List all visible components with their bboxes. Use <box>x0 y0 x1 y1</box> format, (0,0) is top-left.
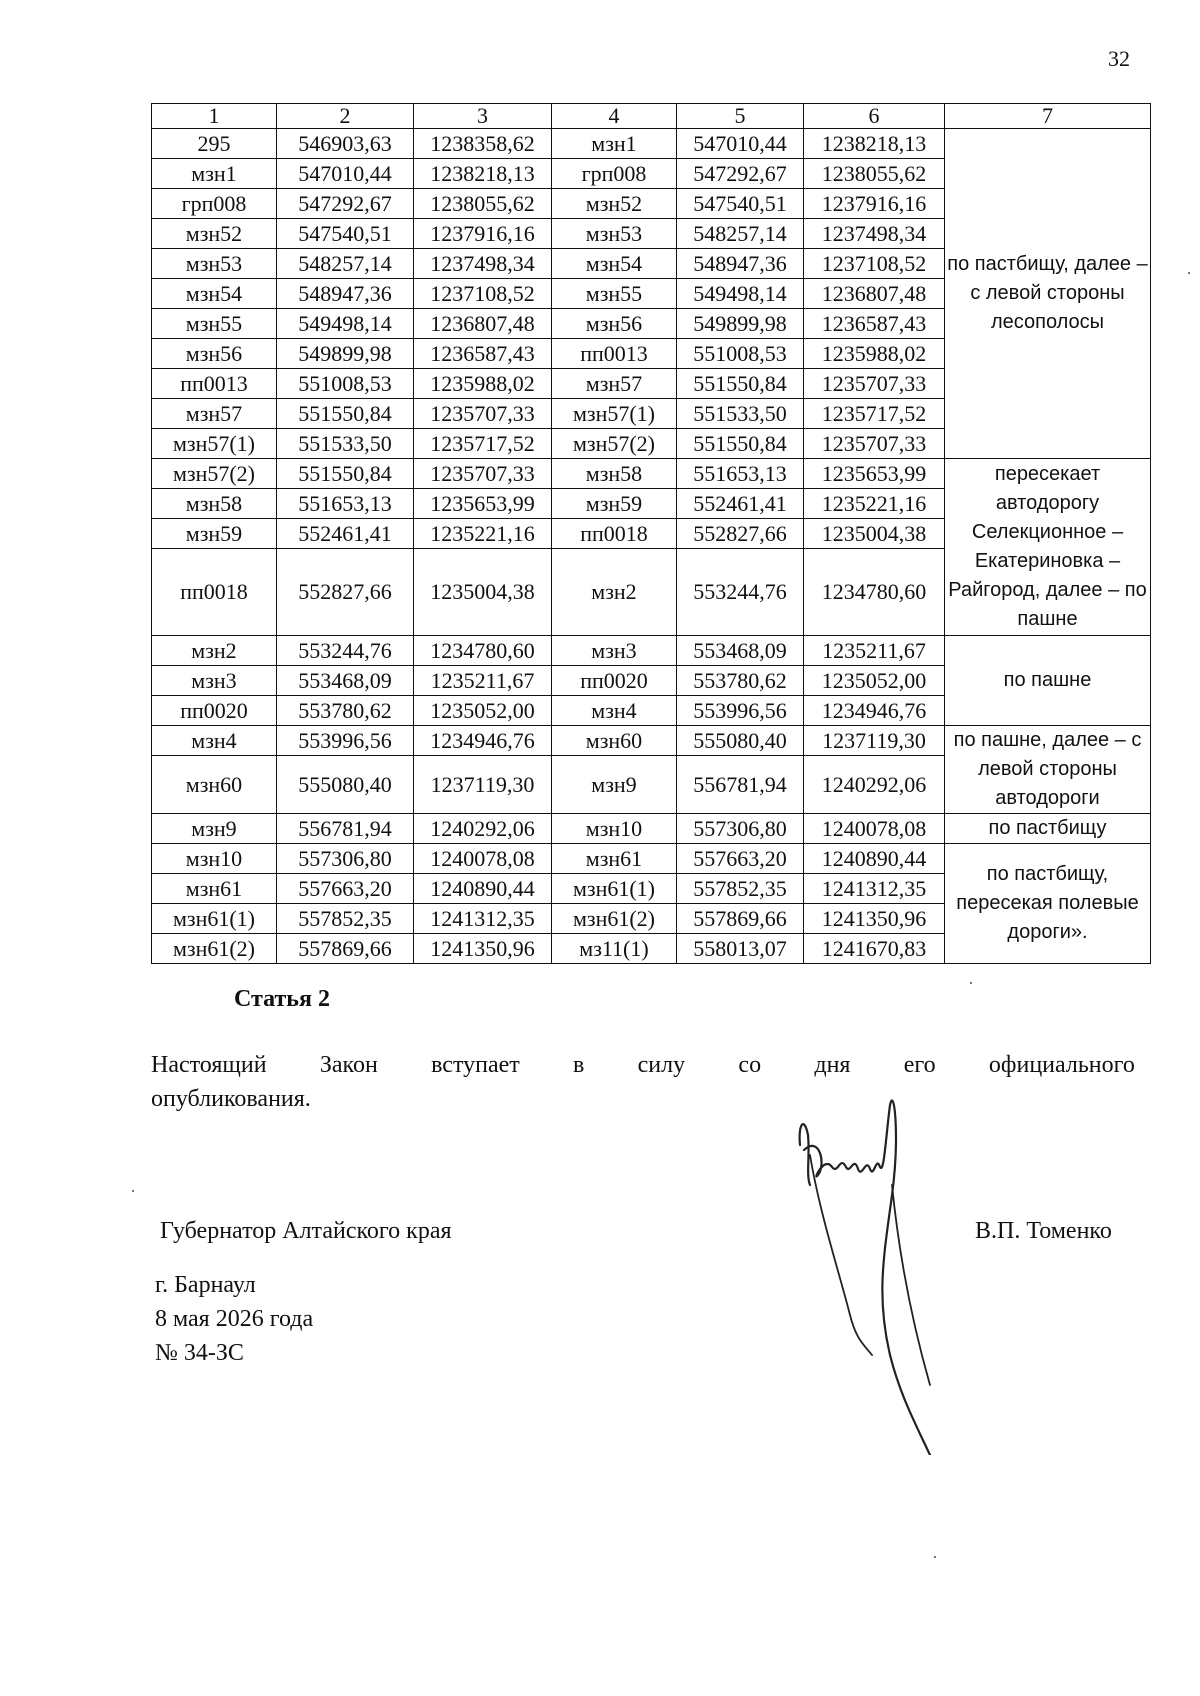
article-word: силу <box>637 1052 686 1078</box>
table-cell: 1235988,02 <box>804 339 945 369</box>
table-cell: мзн60 <box>552 726 677 756</box>
table-row <box>152 844 1151 874</box>
table-cell: 552461,41 <box>677 489 804 519</box>
table-cell: 1240890,44 <box>414 874 552 904</box>
table-cell: 1238358,62 <box>414 129 552 159</box>
table-cell: 548947,36 <box>677 249 804 279</box>
table-cell: мзн4 <box>152 726 277 756</box>
table-cell: 1241350,96 <box>804 904 945 934</box>
table-row <box>152 726 1151 756</box>
table-cell: мзн9 <box>552 756 677 814</box>
scan-speck <box>1188 272 1190 274</box>
table-cell: 547540,51 <box>677 189 804 219</box>
table-cell: мзн4 <box>552 696 677 726</box>
table-cell: 551008,53 <box>677 339 804 369</box>
table-cell: 551550,84 <box>277 459 414 489</box>
table-cell: 551653,13 <box>677 459 804 489</box>
table-cell: 549899,98 <box>277 339 414 369</box>
article-second-line: опубликования. <box>151 1086 311 1112</box>
table-cell: 549498,14 <box>677 279 804 309</box>
article-word: дня <box>814 1052 851 1078</box>
table-cell: 548257,14 <box>277 249 414 279</box>
table-cell: 1237916,16 <box>414 219 552 249</box>
table-cell: 555080,40 <box>677 726 804 756</box>
table-cell: 1235707,33 <box>414 399 552 429</box>
table-cell: мзн59 <box>552 489 677 519</box>
table-cell: 1235717,52 <box>414 429 552 459</box>
route-description-cell: по пашне, далее – с левой стороны автодороги <box>945 726 1151 814</box>
city: г. Барнаул <box>155 1272 256 1298</box>
table-cell: 556781,94 <box>677 756 804 814</box>
table-cell: мзн2 <box>552 549 677 636</box>
article-word: Закон <box>319 1052 378 1078</box>
table-cell: 557869,66 <box>677 904 804 934</box>
table-row <box>152 129 1151 159</box>
table-cell: 1236807,48 <box>804 279 945 309</box>
table-cell: 1237119,30 <box>414 756 552 814</box>
table-cell: 553468,09 <box>677 636 804 666</box>
route-description-cell: пересекает автодорогу Селекционное – Екатериновка – Райгород, далее – по пашне <box>945 459 1151 636</box>
table-cell: 1240078,08 <box>414 844 552 874</box>
route-description-cell: по пастбищу, далее – с левой стороны лесополосы <box>945 129 1151 459</box>
table-cell: 557306,80 <box>677 814 804 844</box>
table-cell: 547540,51 <box>277 219 414 249</box>
article-word: вступает <box>431 1052 520 1078</box>
table-cell: 1240078,08 <box>804 814 945 844</box>
table-cell: 1241350,96 <box>414 934 552 964</box>
table-cell: мзн2 <box>152 636 277 666</box>
table-cell: 552827,66 <box>677 519 804 549</box>
table-cell: 1240890,44 <box>804 844 945 874</box>
table-header-cell: 1 <box>152 104 277 129</box>
table-cell: 1237498,34 <box>414 249 552 279</box>
table-cell: мзн56 <box>152 339 277 369</box>
article-word: со <box>738 1052 762 1078</box>
table-cell: 1241312,35 <box>414 904 552 934</box>
table-cell: 547292,67 <box>677 159 804 189</box>
table-cell: мзн10 <box>552 814 677 844</box>
table-cell: мзн57 <box>552 369 677 399</box>
table-cell: 1235211,67 <box>804 636 945 666</box>
table-cell: 549498,14 <box>277 309 414 339</box>
table-cell: 551533,50 <box>277 429 414 459</box>
table-cell: 1235988,02 <box>414 369 552 399</box>
table-cell: мзн57(1) <box>152 429 277 459</box>
table-cell: 551550,84 <box>677 369 804 399</box>
table-header-cell: 5 <box>677 104 804 129</box>
table-cell: 551533,50 <box>677 399 804 429</box>
table-cell: мзн58 <box>152 489 277 519</box>
table-cell: мзн52 <box>552 189 677 219</box>
table-cell: 553244,76 <box>677 549 804 636</box>
table-cell: 1236587,43 <box>414 339 552 369</box>
table-cell: пп0018 <box>552 519 677 549</box>
table-cell: 551550,84 <box>277 399 414 429</box>
table-cell: мзн58 <box>552 459 677 489</box>
table-cell: 1235004,38 <box>804 519 945 549</box>
table-cell: 1235004,38 <box>414 549 552 636</box>
table-cell: 1235052,00 <box>804 666 945 696</box>
table-cell: 1236807,48 <box>414 309 552 339</box>
table-cell: мзн54 <box>552 249 677 279</box>
table-cell: мзн57(2) <box>552 429 677 459</box>
table-cell: пп0020 <box>552 666 677 696</box>
table-cell: 1237108,52 <box>414 279 552 309</box>
table-cell: мзн56 <box>552 309 677 339</box>
article-body <box>151 1048 1135 1116</box>
route-description-cell: по пастбищу <box>945 814 1151 844</box>
coordinates-table-body <box>152 104 1151 964</box>
article-word: его <box>903 1052 936 1078</box>
law-number: № 34-ЗС <box>155 1340 244 1366</box>
date: 8 мая 2026 года <box>155 1306 314 1332</box>
table-header-cell: 3 <box>414 104 552 129</box>
table-cell: 558013,07 <box>677 934 804 964</box>
table-cell: 1235707,33 <box>414 459 552 489</box>
route-description-cell: по пашне <box>945 636 1151 726</box>
table-cell: мзн57(1) <box>552 399 677 429</box>
article-word: Настоящий <box>151 1052 267 1078</box>
table-cell: 557869,66 <box>277 934 414 964</box>
table-header-cell: 7 <box>945 104 1151 129</box>
table-cell: 557663,20 <box>277 874 414 904</box>
table-header-cell: 6 <box>804 104 945 129</box>
table-cell: 547010,44 <box>277 159 414 189</box>
table-cell: мзн1 <box>152 159 277 189</box>
table-cell: 551008,53 <box>277 369 414 399</box>
table-cell: 1235707,33 <box>804 369 945 399</box>
table-cell: мзн61(1) <box>552 874 677 904</box>
table-cell: 551550,84 <box>677 429 804 459</box>
table-cell: 1235221,16 <box>804 489 945 519</box>
signature-image <box>780 1095 960 1455</box>
table-cell: 1238055,62 <box>414 189 552 219</box>
table-cell: 553780,62 <box>277 696 414 726</box>
table-cell: 1235707,33 <box>804 429 945 459</box>
table-cell: 1235717,52 <box>804 399 945 429</box>
table-cell: 548947,36 <box>277 279 414 309</box>
table-cell: 553244,76 <box>277 636 414 666</box>
governor-name: В.П. Томенко <box>975 1218 1112 1244</box>
table-cell: 1234780,60 <box>804 549 945 636</box>
table-cell: 553996,56 <box>677 696 804 726</box>
table-cell: мзн54 <box>152 279 277 309</box>
table-cell: мзн53 <box>152 249 277 279</box>
table-cell: 555080,40 <box>277 756 414 814</box>
table-cell: 1237498,34 <box>804 219 945 249</box>
table-cell: 557852,35 <box>277 904 414 934</box>
table-cell: грп008 <box>552 159 677 189</box>
table-cell: мзн60 <box>152 756 277 814</box>
table-cell: 1236587,43 <box>804 309 945 339</box>
table-cell: 1237119,30 <box>804 726 945 756</box>
table-row <box>152 814 1151 844</box>
article-word: официального <box>988 1052 1135 1078</box>
table-cell: 1238218,13 <box>414 159 552 189</box>
table-cell: мзн9 <box>152 814 277 844</box>
place-date-block <box>155 1268 313 1370</box>
table-cell: 556781,94 <box>277 814 414 844</box>
page-number: 32 <box>1108 46 1130 71</box>
table-cell: 557306,80 <box>277 844 414 874</box>
table-cell: мзн59 <box>152 519 277 549</box>
article-first-line <box>151 1048 1135 1082</box>
article-word: в <box>573 1052 585 1078</box>
table-header-cell: 4 <box>552 104 677 129</box>
table-row <box>152 459 1151 489</box>
table-cell: 547292,67 <box>277 189 414 219</box>
table-cell: мзн61(2) <box>152 934 277 964</box>
table-cell: 295 <box>152 129 277 159</box>
table-cell: пп0013 <box>552 339 677 369</box>
scan-speck <box>132 1190 134 1192</box>
table-cell: 547010,44 <box>677 129 804 159</box>
table-cell: 546903,63 <box>277 129 414 159</box>
table-cell: 553468,09 <box>277 666 414 696</box>
table-cell: мзн57 <box>152 399 277 429</box>
table-cell: 1238218,13 <box>804 129 945 159</box>
table-cell: мзн3 <box>152 666 277 696</box>
table-cell: 1241312,35 <box>804 874 945 904</box>
table-cell: 548257,14 <box>677 219 804 249</box>
table-cell: мзн61(1) <box>152 904 277 934</box>
table-cell: 557663,20 <box>677 844 804 874</box>
table-cell: 549899,98 <box>677 309 804 339</box>
table-cell: 1237108,52 <box>804 249 945 279</box>
table-cell: 1235653,99 <box>804 459 945 489</box>
table-cell: пп0020 <box>152 696 277 726</box>
scan-speck <box>934 1556 936 1558</box>
table-cell: 1235052,00 <box>414 696 552 726</box>
table-cell: 1237916,16 <box>804 189 945 219</box>
table-cell: мзн1 <box>552 129 677 159</box>
table-cell: мзн52 <box>152 219 277 249</box>
table-cell: 1235653,99 <box>414 489 552 519</box>
table-cell: мзн61 <box>152 874 277 904</box>
table-cell: 557852,35 <box>677 874 804 904</box>
table-cell: 553780,62 <box>677 666 804 696</box>
table-cell: 1235221,16 <box>414 519 552 549</box>
table-cell: мзн61(2) <box>552 904 677 934</box>
table-cell: 1240292,06 <box>804 756 945 814</box>
table-cell: мзн55 <box>152 309 277 339</box>
table-cell: 1234946,76 <box>804 696 945 726</box>
table-cell: мзн57(2) <box>152 459 277 489</box>
table-header-cell: 2 <box>277 104 414 129</box>
table-cell: мзн3 <box>552 636 677 666</box>
table-cell: 1238055,62 <box>804 159 945 189</box>
table-cell: мзн10 <box>152 844 277 874</box>
table-cell: пп0018 <box>152 549 277 636</box>
table-cell: 551653,13 <box>277 489 414 519</box>
coordinates-table <box>151 103 1151 964</box>
table-cell: пп0013 <box>152 369 277 399</box>
table-cell: 552461,41 <box>277 519 414 549</box>
table-cell: грп008 <box>152 189 277 219</box>
table-cell: 553996,56 <box>277 726 414 756</box>
table-cell: 1234946,76 <box>414 726 552 756</box>
table-cell: 1235211,67 <box>414 666 552 696</box>
table-cell: 1240292,06 <box>414 814 552 844</box>
table-cell: 1234780,60 <box>414 636 552 666</box>
table-cell: 552827,66 <box>277 549 414 636</box>
table-header-row <box>152 104 1151 129</box>
table-cell: 1241670,83 <box>804 934 945 964</box>
route-description-cell: по пастбищу, пересекая полевые дороги». <box>945 844 1151 964</box>
table-cell: мзн53 <box>552 219 677 249</box>
table-cell: мзн55 <box>552 279 677 309</box>
table-cell: мзн61 <box>552 844 677 874</box>
article-title: Статья 2 <box>234 986 330 1012</box>
table-row <box>152 636 1151 666</box>
governor-title: Губернатор Алтайского края <box>160 1218 452 1244</box>
table-cell: мз11(1) <box>552 934 677 964</box>
scan-speck <box>970 982 972 984</box>
